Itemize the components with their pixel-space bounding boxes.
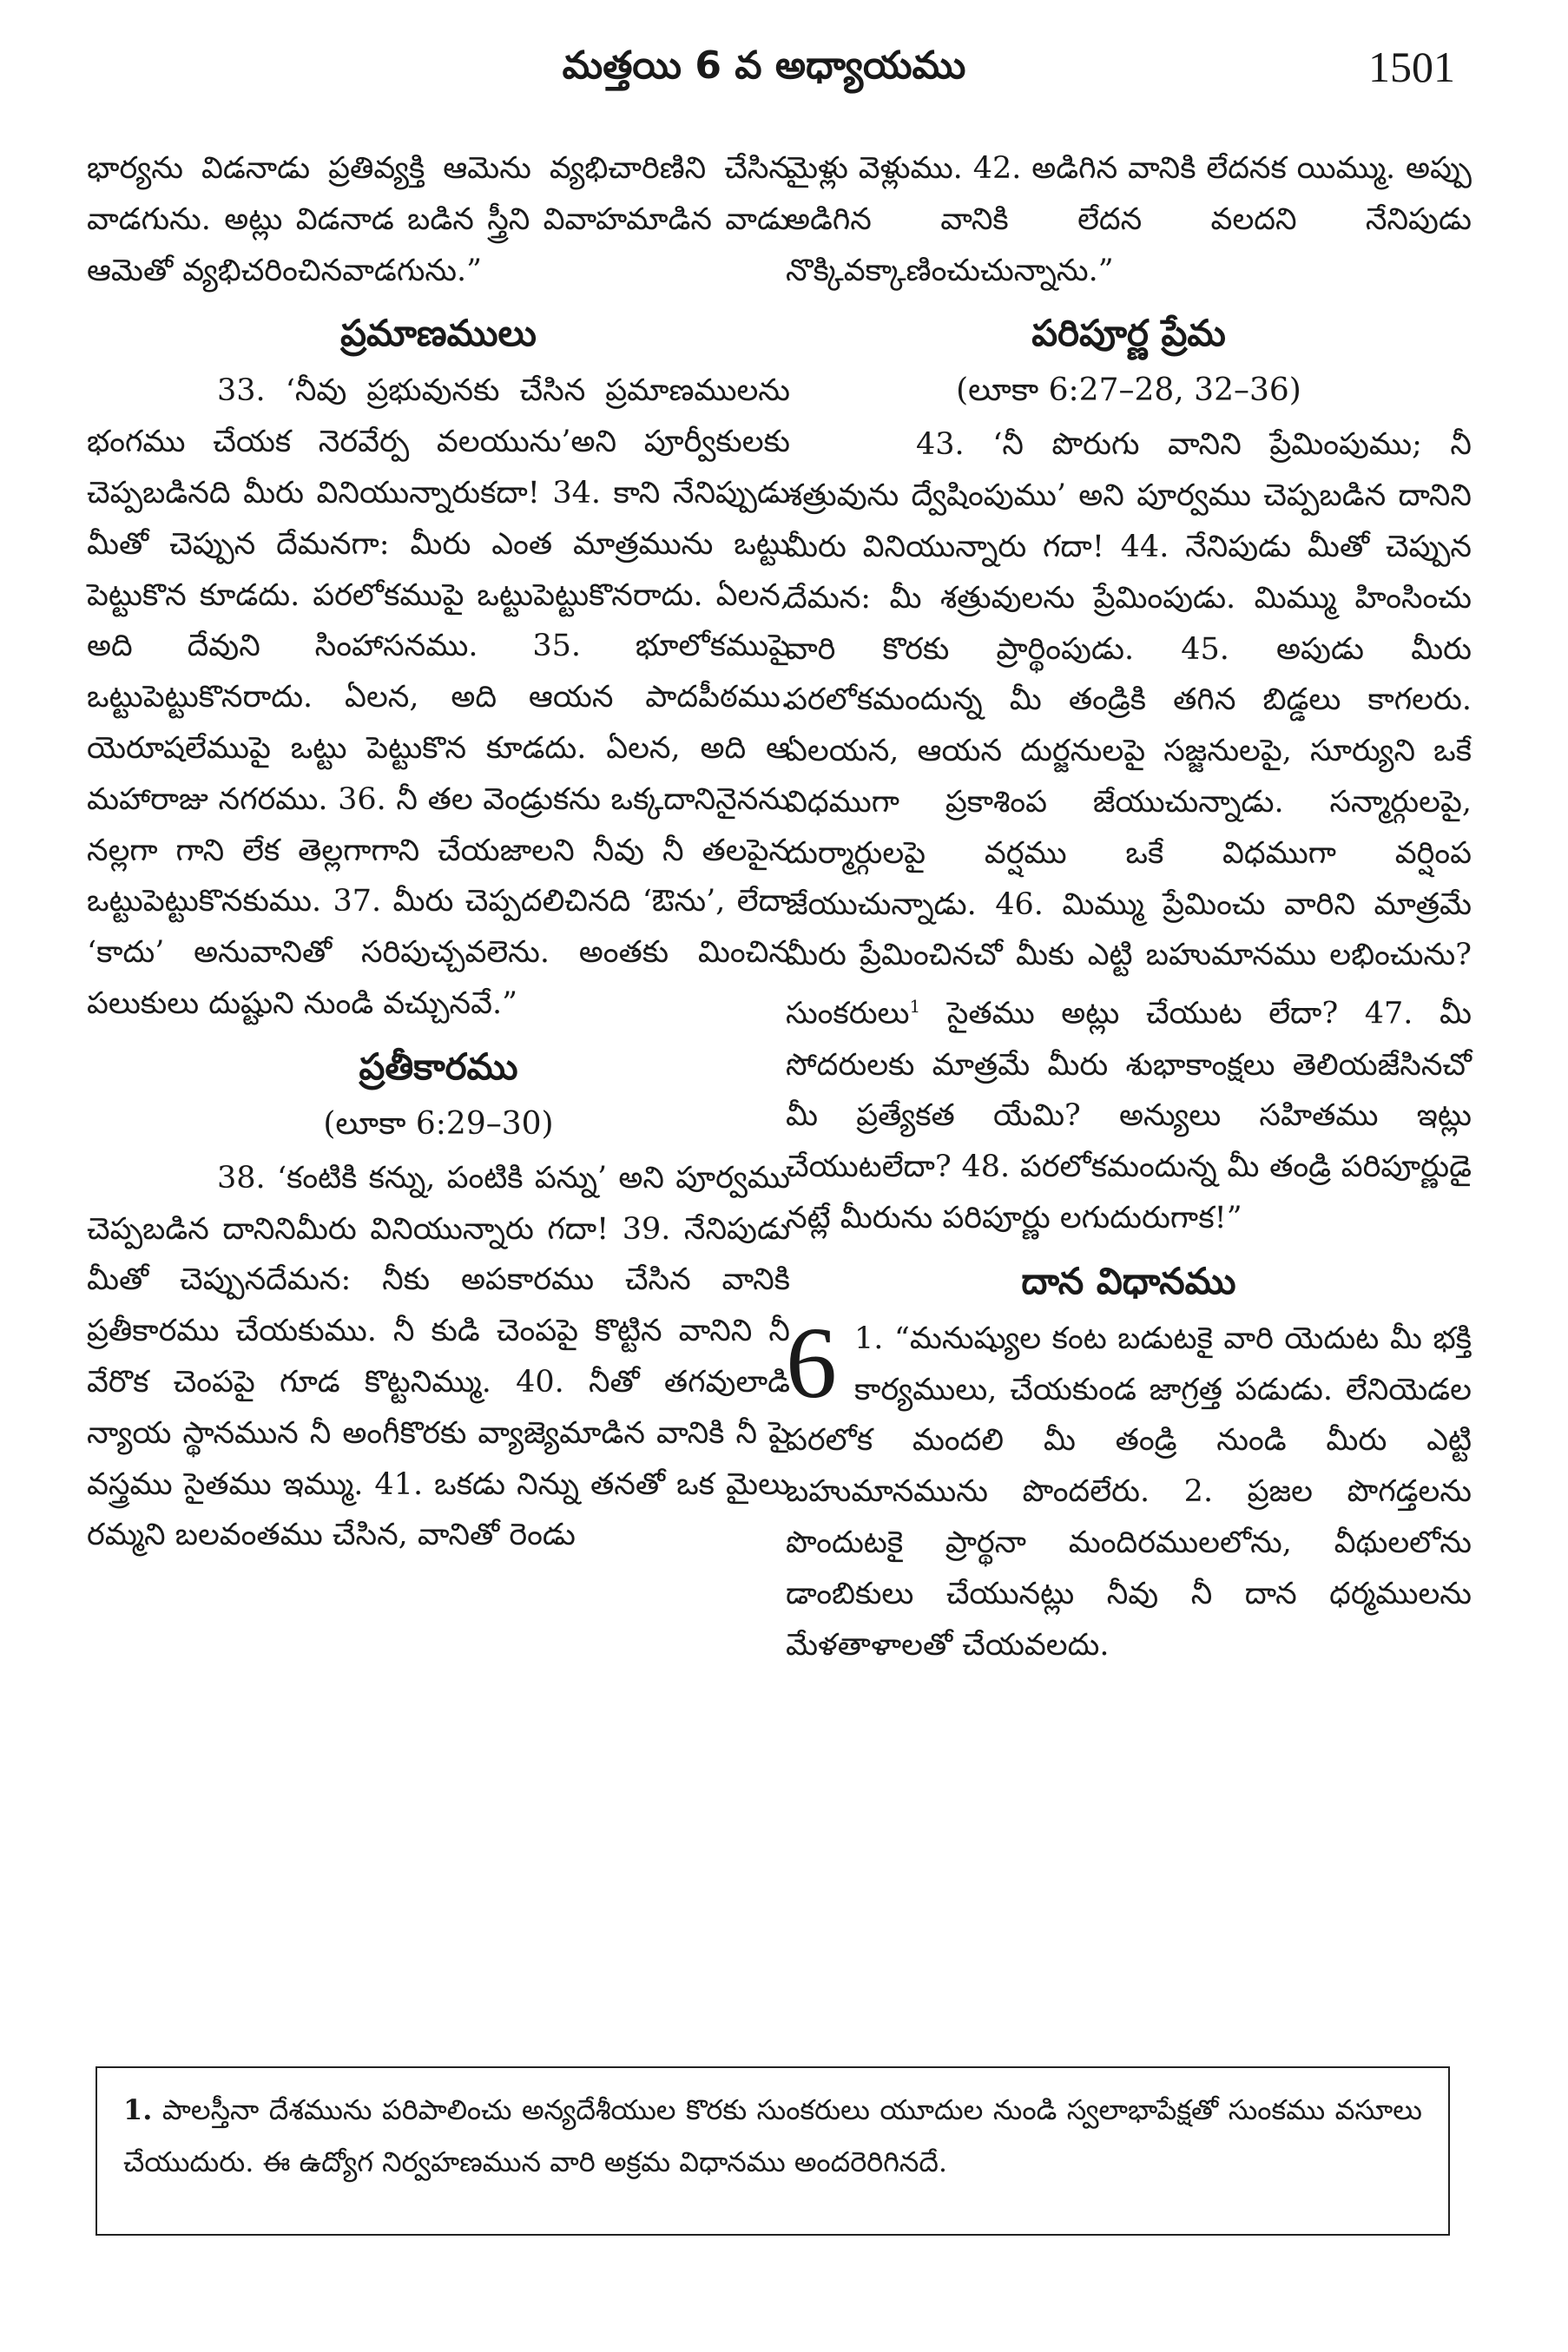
footnote-marker[interactable]: 1 [909, 996, 921, 1018]
cross-reference: (లూకా 6:29–30) [323, 1105, 554, 1142]
footnote-number: 1. [123, 2093, 153, 2126]
footnote-text: పాలస్తీనా దేశమును పరిపాలించు అన్యదేశీయుల కొరకు సుంకరులు యూదుల నుండి స్వలాభాపేక్షతో సుంకము వసూలు చేయుదురు. ఈ ఉద్యోగ నిర్వహణమున వారి అక్రమ విధానము అందరెరిగినదే. [123, 2093, 1422, 2178]
left-column [87, 143, 790, 1561]
paragraph: మైళ్లు వెళ్లుము. 42. అడిగిన వానికి లేదనక యిమ్ము. అప్పు అడిగిన వానికి లేదన వలదని నేనిపుడు నొక్కివక్కాణించుచున్నాను.” [786, 151, 1472, 288]
chapter-start [786, 1305, 1472, 1671]
paragraph: భార్యను విడనాడు ప్రతివ్యక్తి ఆమెను వ్యభిచారిణిని చేసిన వాడగును. అట్లు విడనాడ బడిన స్త్రీని వివాహమాడిన వాడు ఆమెతో వ్యభిచరించినవాడగును.” [87, 151, 790, 288]
section-heading: ప్రమాణములు [340, 312, 537, 355]
cross-reference: (లూకా 6:27–28, 32–36) [956, 372, 1301, 409]
page-number: 1501 [1368, 43, 1455, 91]
chapter-number: 6 [786, 1305, 837, 1420]
paragraph: 38. ‘కంటికి కన్ను, పంటికి పన్ను’ అని పూర్వము చెప్పబడిన దానినిమీరు వినియున్నారు గదా! 39. నేనిపుడు మీతో చెప్పునదేమన: నీకు అపకారము చేసిన వానికి ప్రతీకారము చేయకుము. నీ కుడి చెంపపై కొట్టిన వానిని నీ వేరొక చెంపపై గూడ కొట్టనిమ్ము. 40. నీతో తగవులాడి న్యాయ స్థానమున నీ అంగీకొరకు వ్యాజ్యెమాడిన వానికి నీ పై వస్త్రము సైతము ఇమ్ము. 41. ఒకడు నిన్ను తనతో ఒక మైలు రమ్మని బలవంతము చేసిన, వానితో రెండు [87, 1160, 790, 1553]
paragraph-text: సైతము అట్లు చేయుట లేదా? 47. మీ సోదరులకు మాత్రమే మీరు శుభాకాంక్షలు తెలియజేసినచో మీ ప్రత్యేకత యేమి? అన్యులు సహితము ఇట్లు చేయుటలేదా? 48. పరలోకమందున్న మీ తండ్రి పరిపూర్ణుడై నట్లే మీరును పరిపూర్ణు లగుదురుగాక!” [786, 996, 1472, 1235]
running-title: మత్తయి 6 వ అధ్యాయము [562, 43, 966, 88]
paragraph: 1. “మనుష్యుల కంట బడుటకై వారి యెదుట మీ భక్తి కార్యములు, చేయకుండ జాగ్రత్త పడుడు. లేనియెడల పరలోక మందలి మీ తండ్రి నుండి మీరు ఎట్టి బహుమానమును పొందలేరు. 2. ప్రజల పొగడ్తలను పొందుటకై ప్రార్థనా మందిరములలోను, వీథులలోను డాంబికులు చేయునట్లు నీవు నీ దాన ధర్మములను మేళతాళాలతో చేయవలదు. [786, 1321, 1472, 1663]
footnote [123, 2084, 1422, 2188]
right-column [786, 143, 1472, 1670]
section-heading: దాన విధానము [1021, 1259, 1236, 1302]
section-heading: ప్రతీకారము [359, 1044, 518, 1088]
paragraph [786, 419, 1472, 1243]
paragraph-text: 43. ‘నీ పొరుగు వానిని ప్రేమింపుము; నీ శత్రువును ద్వేషింపుము’ అని పూర్వము చెప్పబడిన దానిని మీరు వినియున్నారు గదా! 44. నేనిపుడు మీతో చెప్పున దేమన: మీ శత్రువులను ప్రేమింపుడు. మిమ్ము హింసించు వారి కొరకు ప్రార్థింపుడు. 45. అపుడు మీరు పరలోకమందున్న మీ తండ్రికి తగిన బిడ్డలు కాగలరు. ఏలయన, ఆయన దుర్జనులపై సజ్జనులపై, సూర్యుని ఒకే విధముగా ప్రకాశింప జేయుచున్నాడు. సన్మార్గులపై, దుర్మార్గులపై వర్షము ఒకే విధముగా వర్షింప జేయుచున్నాడు. 46. మిమ్ము ప్రేమించు వారిని మాత్రమే మీరు ప్రేమించినచో మీకు ఎట్టి బహుమానము లభించును? సుంకరులు [786, 427, 1472, 1031]
paragraph: 33. ‘నీవు ప్రభువునకు చేసిన ప్రమాణములను భంగము చేయక నెరవేర్ప వలయును’అని పూర్వీకులకు చెప్పబడినది మీరు వినియున్నారుకదా! 34. కాని నేనిప్పుడు మీతో చెప్పున దేమనగా: మీరు ఎంత మాత్రమును ఒట్టు పెట్టుకొన కూడదు. పరలోకముపై ఒట్టుపెట్టుకొనరాదు. ఏలన, అది దేవుని సింహాసనము. 35. భూలోకముపై ఒట్టుపెట్టుకొనరాదు. ఏలన, అది ఆయన పాదపీఠము. యెరూషలేముపై ఒట్టు పెట్టుకొన కూడదు. ఏలన, అది ఆ మహారాజు నగరము. 36. నీ తల వెండ్రుకను ఒక్కదానినైనను నల్లగా గాని లేక తెల్లగాగాని చేయజాలని నీవు నీ తలపైన ఒట్టుపెట్టుకొనకుము. 37. మీరు చెప్పదలిచినది ‘ఔను’, లేదా ‘కాదు’ అనువానితో సరిపుచ్చవలెను. అంతకు మించిన పలుకులు దుష్టుని నుండి వచ్చునవే.” [87, 373, 790, 1021]
page-header [0, 26, 1568, 122]
section-heading: పరిపూర్ణ ప్రేమ [1031, 312, 1226, 355]
footnote-box [96, 2066, 1450, 2236]
